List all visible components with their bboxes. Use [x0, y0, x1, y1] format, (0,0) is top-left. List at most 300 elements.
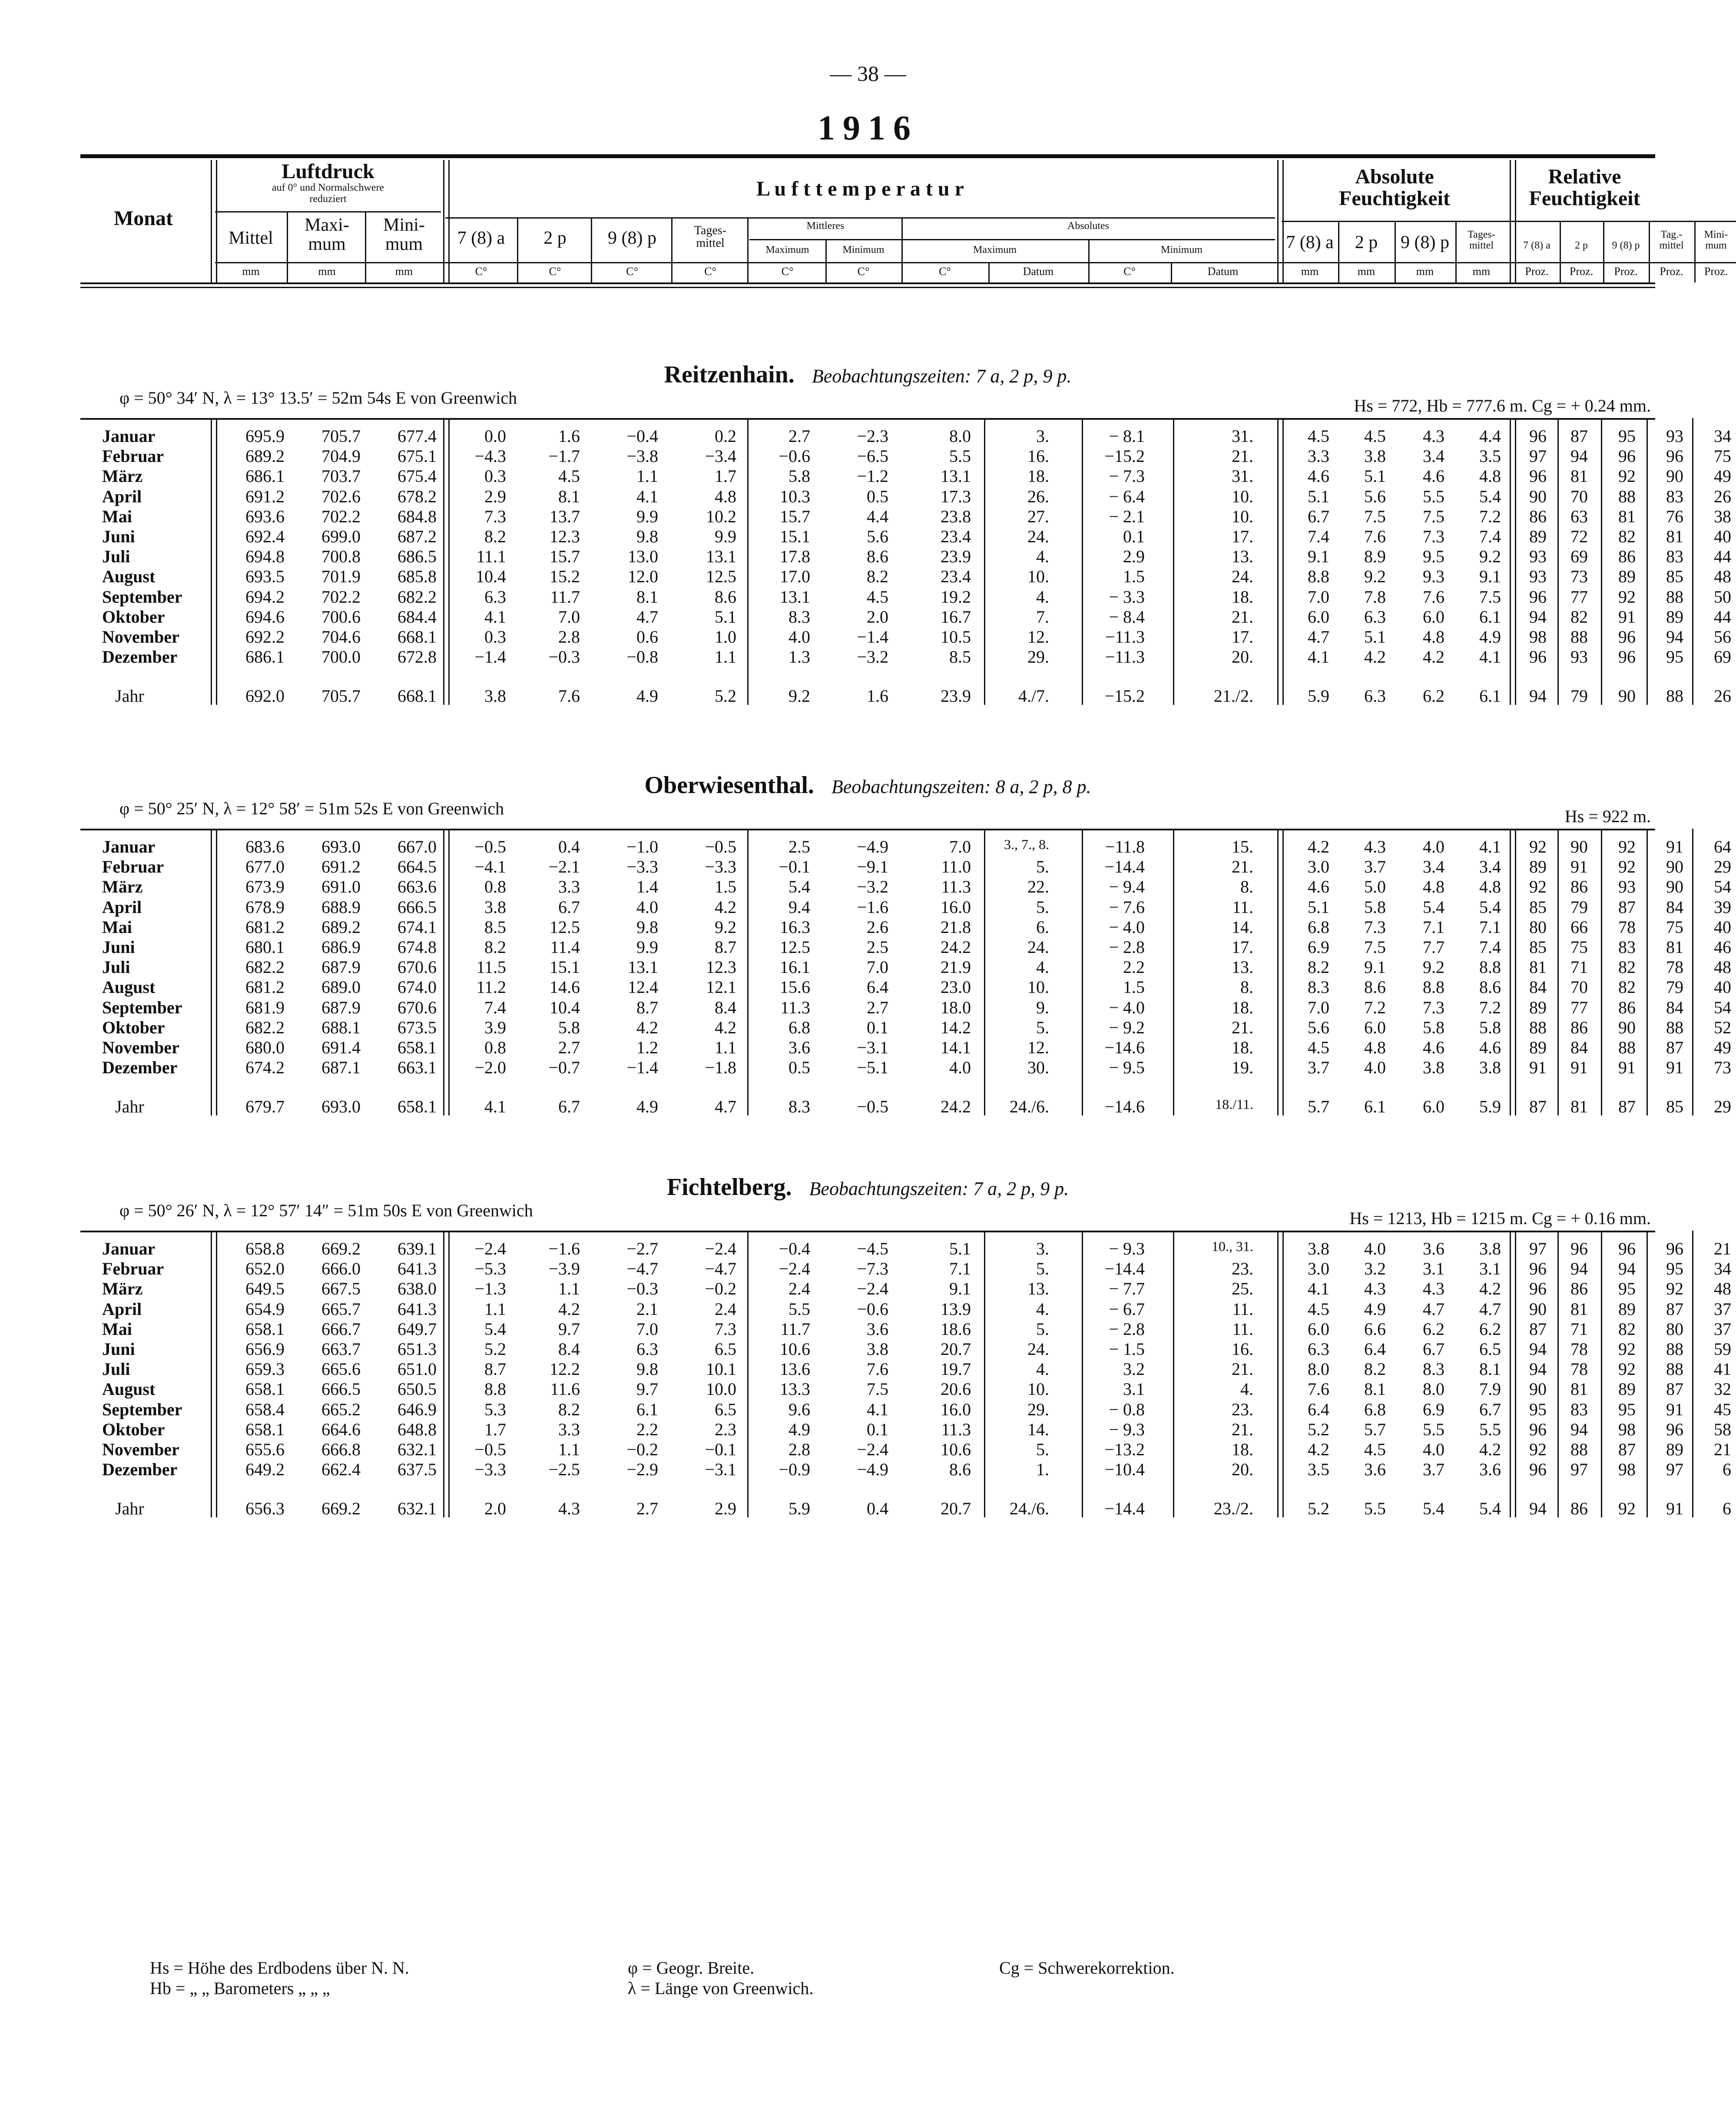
data-cell: 18.6: [941, 1319, 971, 1339]
data-cell: 78: [1666, 957, 1683, 977]
data-cell: 705.7: [321, 686, 361, 706]
data-cell: 30.: [1027, 1058, 1049, 1078]
station-name: Reitzenhain.: [664, 361, 795, 388]
data-cell: 84: [1666, 897, 1683, 917]
data-cell: 83: [1570, 1399, 1588, 1419]
data-cell: 85: [1666, 1097, 1683, 1117]
data-cell: 4.: [1036, 1359, 1049, 1379]
data-cell: 91: [1666, 1399, 1683, 1419]
data-cell: − 9.3: [1109, 1239, 1145, 1258]
observation-times: Beobachtungszeiten: 7 a, 2 p, 9 p.: [809, 1178, 1069, 1199]
data-cell: 5.1: [1364, 466, 1386, 486]
data-cell: 4.0: [1364, 1239, 1386, 1258]
header-rule: [1088, 239, 1090, 282]
data-cell: 4.3: [1364, 837, 1386, 856]
month-label: September: [102, 1399, 182, 1419]
data-cell: 674.8: [398, 937, 437, 957]
data-cell: 8.2: [484, 527, 506, 546]
data-cell: 10.2: [706, 506, 736, 526]
data-cell: 2.5: [867, 937, 888, 957]
relf-minimum: Mini- mum: [1704, 229, 1728, 252]
month-label: August: [102, 1379, 156, 1399]
column-header: [80, 160, 1728, 288]
table-row: [80, 627, 1731, 647]
month-label: Januar: [102, 426, 156, 446]
data-cell: 0.8: [484, 1038, 506, 1057]
data-cell: 93: [1618, 877, 1636, 897]
data-cell: 6.2: [1423, 1319, 1444, 1339]
data-cell: 5.4: [484, 1319, 506, 1339]
data-cell: 8.7: [484, 1359, 506, 1379]
data-cell: 14.: [1232, 917, 1253, 937]
data-cell: 10.3: [780, 486, 810, 506]
data-cell: − 2.8: [1109, 1319, 1145, 1339]
data-cell: 5.7: [1308, 1097, 1329, 1117]
data-cell: 1.1: [715, 1038, 736, 1057]
page-year: 1916: [818, 109, 918, 147]
data-cell: −14.4: [1104, 1499, 1145, 1519]
table-row: [80, 426, 1731, 446]
data-cell: 16.7: [941, 607, 971, 627]
data-cell: 1.: [1036, 1460, 1049, 1480]
unit-mm: mm: [318, 265, 336, 278]
data-cell: 693.5: [245, 567, 285, 587]
data-cell: 0.4: [558, 837, 580, 856]
header-rule: [365, 211, 366, 282]
data-cell: 3.2: [1123, 1359, 1145, 1379]
data-cell: 4.5: [1308, 1299, 1329, 1319]
data-cell: 18.0: [941, 997, 971, 1017]
table-row: [80, 997, 1731, 1017]
data-cell: 1.1: [484, 1299, 506, 1319]
header-rule: [287, 211, 288, 282]
data-cell: 97: [1529, 446, 1547, 466]
data-cell: 8.2: [1308, 957, 1329, 977]
absf-7a: 7 (8) a: [1286, 232, 1334, 252]
data-cell: 91: [1666, 1499, 1683, 1519]
unit-c: C°: [549, 265, 561, 278]
year-label: Jahr: [115, 1499, 144, 1519]
data-cell: 675.4: [398, 466, 437, 486]
data-cell: 94: [1570, 446, 1588, 466]
table-row: [80, 607, 1731, 627]
unit-proz: Proz.: [1614, 265, 1638, 278]
data-cell: 5.9: [1479, 1097, 1501, 1117]
data-cell: 0.0: [484, 426, 506, 446]
data-cell: 12.: [1027, 627, 1049, 647]
data-cell: 17.3: [941, 486, 971, 506]
data-cell: 77: [1570, 587, 1588, 607]
header-rule: [1455, 221, 1457, 282]
luftdruck-minimum: Mini- mum: [383, 215, 425, 255]
station-table: [80, 836, 1731, 1123]
data-cell: 675.1: [398, 446, 437, 466]
station-name: Oberwiesenthal.: [644, 772, 814, 799]
data-cell: 59: [1714, 1339, 1731, 1359]
data-cell: −5.3: [474, 1259, 506, 1279]
month-label: Juni: [102, 937, 135, 957]
month-label: April: [102, 1299, 142, 1319]
month-label: August: [102, 567, 156, 587]
data-cell: 70: [1570, 486, 1588, 506]
data-cell: −2.1: [548, 857, 580, 877]
data-cell: 93: [1666, 426, 1683, 446]
month-label: April: [102, 897, 142, 917]
unit-mm: mm: [242, 265, 260, 278]
data-cell: 4.: [1036, 587, 1049, 607]
data-cell: 1.1: [636, 466, 658, 486]
data-cell: 97: [1666, 1460, 1683, 1480]
data-cell: 651.3: [398, 1339, 437, 1359]
station-table: [80, 426, 1731, 713]
data-cell: 15.2: [550, 567, 580, 587]
data-cell: 8.0: [1423, 1379, 1444, 1399]
data-cell: 8.: [1240, 977, 1253, 997]
month-label: Dezember: [102, 647, 178, 667]
legend-lambda: λ = Länge von Greenwich.: [628, 1978, 814, 1998]
temp-abs-max: Maximum: [973, 244, 1017, 256]
data-cell: 8.8: [1308, 567, 1329, 587]
data-cell: 89: [1529, 997, 1547, 1017]
data-cell: 664.5: [398, 857, 437, 877]
data-cell: 78: [1618, 917, 1636, 937]
data-cell: 4.6: [1423, 466, 1444, 486]
data-cell: 5.5: [1423, 486, 1444, 506]
data-cell: 3.8: [484, 897, 506, 917]
data-cell: 7.1: [1423, 917, 1444, 937]
data-cell: 95: [1618, 1399, 1636, 1419]
station-coordinates: φ = 50° 34′ N, λ = 13° 13.5′ = 52m 54s E von Greenwich: [119, 388, 517, 408]
data-cell: 7.2: [1364, 997, 1386, 1017]
data-cell: 4.9: [636, 686, 658, 706]
data-cell: 4.2: [715, 897, 736, 917]
data-cell: 88: [1618, 486, 1636, 506]
data-cell: 79: [1570, 897, 1588, 917]
data-cell: 663.6: [398, 877, 437, 897]
data-cell: 21.: [1232, 446, 1253, 466]
data-cell: 665.2: [321, 1399, 361, 1419]
data-cell: 682.2: [245, 957, 285, 977]
data-cell: −0.2: [705, 1279, 736, 1299]
data-cell: 87: [1618, 1097, 1636, 1117]
data-cell: 14.6: [550, 977, 580, 997]
data-cell: 4.4: [867, 506, 888, 526]
data-cell: 681.9: [245, 997, 285, 1017]
data-cell: 46: [1714, 937, 1731, 957]
data-cell: 71: [1570, 1319, 1588, 1339]
data-cell: 88: [1666, 1359, 1683, 1379]
data-cell: 0.5: [867, 486, 888, 506]
month-label: Oktober: [102, 607, 165, 627]
temp-mittl-max: Maximum: [765, 244, 809, 256]
data-cell: 54: [1714, 877, 1731, 897]
table-row: [80, 876, 1731, 897]
data-cell: 5.3: [484, 1399, 506, 1419]
data-cell: 9.5: [1423, 547, 1444, 567]
data-cell: 93: [1529, 547, 1547, 567]
data-cell: 15.1: [780, 527, 810, 546]
data-cell: 7.3: [715, 1319, 736, 1339]
data-cell: 13.1: [941, 466, 971, 486]
data-cell: 72: [1570, 527, 1588, 546]
data-cell: 648.8: [398, 1419, 437, 1439]
data-cell: 18.: [1027, 466, 1049, 486]
data-cell: 90: [1618, 1017, 1636, 1037]
station-coordinates: φ = 50° 25′ N, λ = 12° 58′ = 51m 52s E von Greenwich: [119, 799, 504, 818]
data-cell: 95: [1529, 1399, 1547, 1419]
data-cell: − 6.4: [1109, 486, 1145, 506]
data-cell: − 9.4: [1109, 877, 1145, 897]
header-rule: [1694, 221, 1696, 282]
data-cell: 4.1: [1479, 647, 1501, 667]
data-cell: 11.: [1232, 1299, 1253, 1319]
data-cell: 96: [1529, 1279, 1547, 1299]
data-cell: 684.8: [398, 506, 437, 526]
data-cell: 4.9: [788, 1419, 810, 1439]
data-cell: 4.6: [1308, 466, 1329, 486]
data-cell: −1.6: [548, 1239, 580, 1258]
data-cell: 10.1: [706, 1359, 736, 1379]
data-cell: 658.8: [245, 1239, 285, 1258]
data-cell: 90: [1570, 837, 1588, 856]
data-cell: 705.7: [321, 426, 361, 446]
data-cell: 691.2: [245, 486, 285, 506]
temp-mittl-min: Minimum: [842, 244, 885, 256]
data-cell: 2.7: [558, 1038, 580, 1057]
data-cell: 686.5: [398, 547, 437, 567]
data-cell: 20.6: [941, 1379, 971, 1399]
data-cell: 89: [1618, 1379, 1636, 1399]
header-rule: [591, 217, 592, 282]
table-row: [80, 1419, 1731, 1439]
data-cell: 667.0: [398, 837, 437, 856]
data-cell: 674.0: [398, 977, 437, 997]
legend-hs: Hs = Höhe des Erdbodens über N. N.: [150, 1958, 409, 1978]
data-cell: 7.8: [1364, 587, 1386, 607]
data-cell: 7.6: [558, 686, 580, 706]
table-row: [80, 526, 1731, 546]
data-cell: 92: [1618, 1339, 1636, 1359]
data-cell: 684.4: [398, 607, 437, 627]
header-rule: [1603, 221, 1604, 282]
data-cell: − 9.2: [1109, 1017, 1145, 1037]
data-cell: 700.8: [321, 547, 361, 567]
data-cell: 14.: [1027, 1419, 1049, 1439]
data-cell: 13.: [1232, 547, 1253, 567]
data-cell: 9.4: [788, 897, 810, 917]
data-cell: 6.3: [1308, 1339, 1329, 1359]
data-cell: 90: [1529, 486, 1547, 506]
data-cell: 6.7: [1423, 1339, 1444, 1359]
data-cell: 638.0: [398, 1279, 437, 1299]
data-cell: 96: [1529, 426, 1547, 446]
page-number: — 38 —: [830, 61, 906, 86]
data-cell: 4./7.: [1018, 686, 1049, 706]
data-cell: 89: [1618, 1299, 1636, 1319]
data-cell: −15.2: [1104, 686, 1145, 706]
data-cell: 7.0: [867, 957, 888, 977]
data-cell: 21: [1714, 1239, 1731, 1258]
data-cell: 5.5: [1423, 1419, 1444, 1439]
data-cell: 4.2: [1308, 1440, 1329, 1459]
data-cell: 692.0: [245, 686, 285, 706]
data-cell: 3.7: [1364, 857, 1386, 877]
data-cell: 82: [1618, 977, 1636, 997]
unit-c: C°: [475, 265, 487, 278]
table-row: [80, 1379, 1731, 1399]
data-cell: 95: [1666, 647, 1683, 667]
data-cell: 678.9: [245, 897, 285, 917]
data-cell: 7.: [1036, 607, 1049, 627]
data-cell: 4.1: [484, 1097, 506, 1117]
unit-proz: Proz.: [1704, 265, 1728, 278]
data-cell: 4.0: [1423, 837, 1444, 856]
temp-2p: 2 p: [543, 228, 567, 248]
data-cell: 4.8: [1364, 1038, 1386, 1057]
data-cell: 87: [1570, 426, 1588, 446]
data-cell: 49: [1714, 466, 1731, 486]
data-cell: 82: [1618, 527, 1636, 546]
station-section: [80, 361, 1731, 721]
data-cell: 23.4: [941, 567, 971, 587]
temp-abs-min: Minimum: [1160, 244, 1203, 256]
data-cell: 666.8: [321, 1440, 361, 1459]
data-cell: 6.3: [636, 1339, 658, 1359]
data-cell: −1.4: [474, 647, 506, 667]
table-row: [80, 1057, 1731, 1078]
data-cell: 4.: [1036, 957, 1049, 977]
data-cell: 687.2: [398, 527, 437, 546]
data-cell: 79: [1666, 977, 1683, 997]
data-cell: 6.5: [715, 1399, 736, 1419]
data-cell: − 4.0: [1109, 997, 1145, 1017]
data-cell: 7.4: [1308, 527, 1329, 546]
data-cell: 658.1: [245, 1319, 285, 1339]
unit-c: C°: [857, 265, 870, 278]
data-cell: 2.0: [484, 1499, 506, 1519]
data-cell: 3.8: [1364, 446, 1386, 466]
data-cell: 1.5: [1123, 977, 1145, 997]
data-cell: 11.1: [476, 547, 506, 567]
data-cell: 3.3: [558, 1419, 580, 1439]
data-cell: −0.5: [474, 1440, 506, 1459]
data-cell: 27.: [1027, 506, 1049, 526]
data-cell: 25.: [1232, 1279, 1253, 1299]
data-cell: 17.8: [780, 547, 810, 567]
data-cell: 69: [1570, 547, 1588, 567]
data-cell: 8.3: [788, 607, 810, 627]
data-cell: 96: [1570, 1239, 1588, 1258]
data-cell: 91: [1666, 1058, 1683, 1078]
month-label: September: [102, 997, 182, 1017]
data-cell: 2.6: [867, 917, 888, 937]
data-cell: 13.1: [780, 587, 810, 607]
data-cell: 11.2: [476, 977, 506, 997]
data-cell: 87: [1618, 1440, 1636, 1459]
data-cell: 29.: [1027, 1399, 1049, 1419]
data-cell: 7.5: [1423, 506, 1444, 526]
data-cell: 89: [1529, 1038, 1547, 1057]
data-cell: 5.5: [1479, 1419, 1501, 1439]
data-cell: 12.4: [628, 977, 658, 997]
absfeucht-title: Absolute Feuchtigkeit: [1339, 165, 1450, 210]
data-cell: 3.0: [1308, 857, 1329, 877]
data-cell: 7.2: [1479, 997, 1501, 1017]
data-cell: 21.8: [941, 917, 971, 937]
data-cell: 92: [1618, 1359, 1636, 1379]
data-cell: 71: [1570, 957, 1588, 977]
table-row: [80, 1278, 1731, 1299]
data-cell: 666.5: [398, 897, 437, 917]
data-cell: 8.2: [558, 1399, 580, 1419]
data-cell: 90: [1529, 1379, 1547, 1399]
data-cell: 6.1: [1364, 1097, 1386, 1117]
table-row: [80, 1339, 1731, 1359]
data-cell: 5.1: [715, 607, 736, 627]
data-cell: 78: [1570, 1339, 1588, 1359]
header-rule: [1395, 221, 1396, 282]
data-cell: 2.5: [788, 837, 810, 856]
data-cell: 24.: [1027, 937, 1049, 957]
data-cell: 4.5: [1308, 426, 1329, 446]
data-cell: 5.7: [1364, 1419, 1386, 1439]
table-row: [80, 1359, 1731, 1379]
data-cell: 29: [1714, 1097, 1731, 1117]
data-cell: 1.3: [788, 647, 810, 667]
data-cell: 10.6: [941, 1440, 971, 1459]
data-cell: 94: [1570, 1259, 1588, 1279]
data-cell: 81: [1529, 957, 1547, 977]
data-cell: −10.4: [1104, 1460, 1145, 1480]
data-cell: −3.1: [705, 1460, 736, 1480]
header-rule: [1649, 221, 1650, 282]
data-cell: 91: [1618, 1058, 1636, 1078]
data-cell: 656.9: [245, 1339, 285, 1359]
data-cell: −5.1: [857, 1058, 888, 1078]
data-cell: 677.0: [245, 857, 285, 877]
data-cell: 4.2: [1423, 647, 1444, 667]
data-cell: 87: [1666, 1299, 1683, 1319]
month-label: Juli: [102, 547, 130, 567]
station-title: [80, 361, 1655, 388]
unit-mm: mm: [1357, 265, 1375, 278]
data-cell: 4.2: [1308, 837, 1329, 856]
data-cell: −0.6: [857, 1299, 888, 1319]
data-cell: 21.: [1232, 1017, 1253, 1037]
data-cell: 83: [1666, 547, 1683, 567]
data-cell: 3.1: [1123, 1379, 1145, 1399]
data-cell: 4.1: [1308, 1279, 1329, 1299]
data-cell: −3.3: [705, 857, 736, 877]
abs-max-datum: Datum: [1023, 265, 1054, 278]
unit-c: C°: [781, 265, 794, 278]
data-cell: 23.0: [941, 977, 971, 997]
data-cell: 18.: [1232, 1038, 1253, 1057]
data-cell: 5.1: [1364, 627, 1386, 647]
data-cell: 8.6: [1479, 977, 1501, 997]
year-row: [80, 686, 1731, 706]
data-cell: 665.7: [321, 1299, 361, 1319]
data-cell: 3.5: [1308, 1460, 1329, 1480]
data-cell: 4.9: [636, 1097, 658, 1117]
data-cell: 89: [1618, 567, 1636, 587]
data-cell: −14.4: [1104, 1259, 1145, 1279]
data-cell: 666.0: [321, 1259, 361, 1279]
table-row: [80, 1459, 1731, 1480]
data-cell: 3.9: [484, 1017, 506, 1037]
data-cell: 686.1: [245, 647, 285, 667]
data-cell: 658.1: [398, 1038, 437, 1057]
